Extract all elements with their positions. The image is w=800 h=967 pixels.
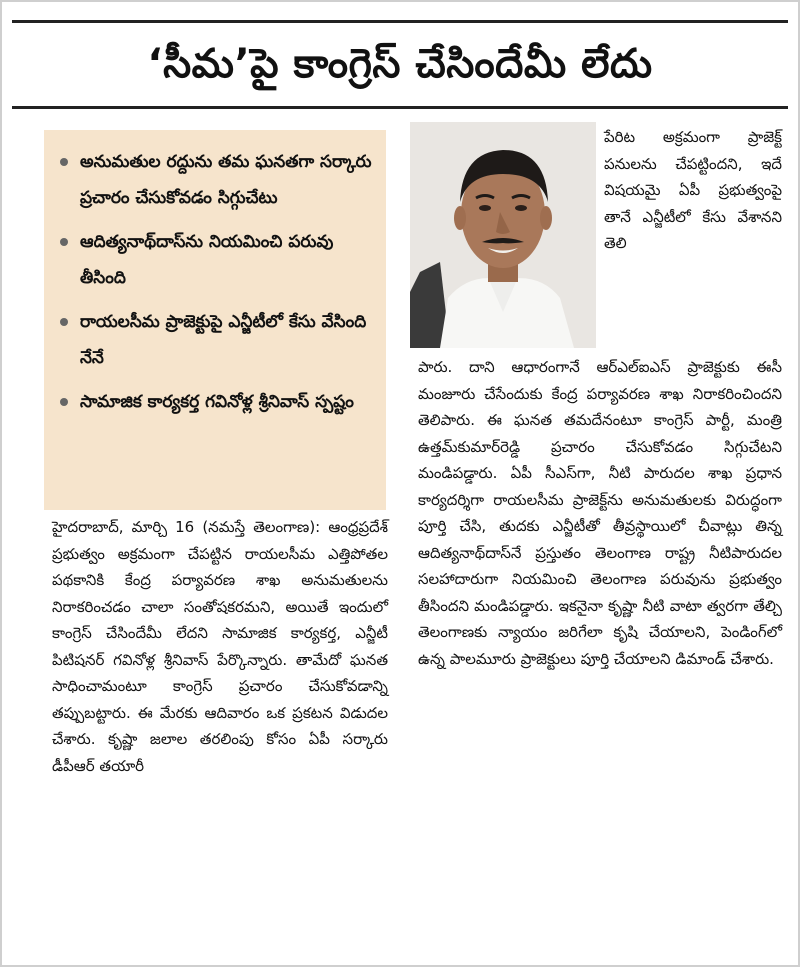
highlight-text: అనుమతుల రద్దును తమ ఘనతగా సర్కారు ప్రచారం చేసుకోవడం సిగ్గుచేటు [80,152,372,208]
highlight-item [56,304,374,376]
headline: ‘సీమ’పై కాంగ్రెస్ చేసిందేమీ లేదు [147,41,653,87]
highlight-item [56,224,374,296]
article-column-right: పారు. దాని ఆధారంగానే ఆర్ఎల్ఐఎస్ ప్రాజెక్టుకు ఈసీ మంజూరు చేసేందుకు కేంద్ర పర్యావరణ శాఖ నిరాకరించిందని తెలిపారు. ఈ ఘనత తమదేనంటూ కాంగ్రెస్ పార్టీ, మంత్రి ఉత్తమ్‌కుమార్‌రెడ్డి ప్రచారం చేసుకోవడం సిగ్గుచేటని మండిపడ్డారు. ఏపీ సీఎస్‌గా, నీటి పారుదల శాఖ ప్రధాన కార్యదర్శిగా రాయలసీమ ప్రాజెక్ట్‌ను అనుమతులకు విరుద్ధంగా పూర్తి చేసి, తుదకు ఎన్జీటీతో తీవ్రస్థాయిలో చీవాట్లు తిన్న ఆదిత్యనాథ్‌దాస్‌నే ప్రస్తుతం తెలంగాణ రాష్ట్ర నీటిపారుదల సలహాదారుగా నియమించి తెలంగాణ పరువును ప్రభుత్వం తీసిందని మండిపడ్డారు. ఇకనైనా కృష్ణా నీటి వాటా త్వరగా తేల్చి తెలంగాణకు న్యాయం జరిగేలా కృషి చేయాలని, పెండింగ్‌లో ఉన్న పాలమూరు ప్రాజెక్టులు పూర్తి చేయాలని డిమాండ్ చేశారు. [418,358,782,668]
highlight-text: ఆదిత్యనాథ్‌దాస్‌ను నియమించి పరువు తీసింది [80,232,334,288]
highlight-item [56,144,374,216]
bullet-icon [60,238,68,246]
bullet-icon [60,158,68,166]
person-portrait-icon [410,122,596,348]
top-rule [12,20,788,23]
bullet-icon [60,398,68,406]
headline-rule [12,106,788,109]
highlights-box [44,130,386,510]
article-column-right-top: పేరిట అక్రమంగా ప్రాజెక్ట్ పనులను చేపట్టిందని, ఇదే విషయమై ఏపీ ప్రభుత్వంపై తానే ఎన్జీటీలో కేసు వేశానని తెలి [604,128,782,252]
highlight-item [56,384,374,420]
highlight-text: రాయలసీమ ప్రాజెక్టుపై ఎన్జీటీలో కేసు వేసింది నేనే [80,312,367,368]
article-column-left: హైదరాబాద్, మార్చి 16 (నమస్తే తెలంగాణ): ఆంధ్రప్రదేశ్ ప్రభుత్వం అక్రమంగా చేపట్టిన రాయలసీమ ఎత్తిపోతల పథకానికి కేంద్ర పర్యావరణ శాఖ అనుమతులను నిరాకరించడం చాలా సంతోషకరమని, అయితే ఇందులో కాంగ్రెస్ చేసిందేమీ లేదని సామాజిక కార్యకర్త, ఎన్జీటీ పిటిషనర్ గవినోళ్ల శ్రీనివాస్ పేర్కొన్నారు. తామేదో ఘనత సాధించామంటూ కాంగ్రెస్ ప్రచారం చేసుకోవడాన్ని తప్పుబట్టారు. ఈ మేరకు ఆదివారం ఒక ప్రకటన విడుదల చేశారు. కృష్ణా జలాల తరలింపు కోసం ఏపీ సర్కారు డీపీఆర్ తయారీ [52,518,388,775]
highlight-text: సామాజిక కార్యకర్త గవినోళ్ల శ్రీనివాస్ స్పష్టం [80,392,354,412]
bullet-icon [60,318,68,326]
